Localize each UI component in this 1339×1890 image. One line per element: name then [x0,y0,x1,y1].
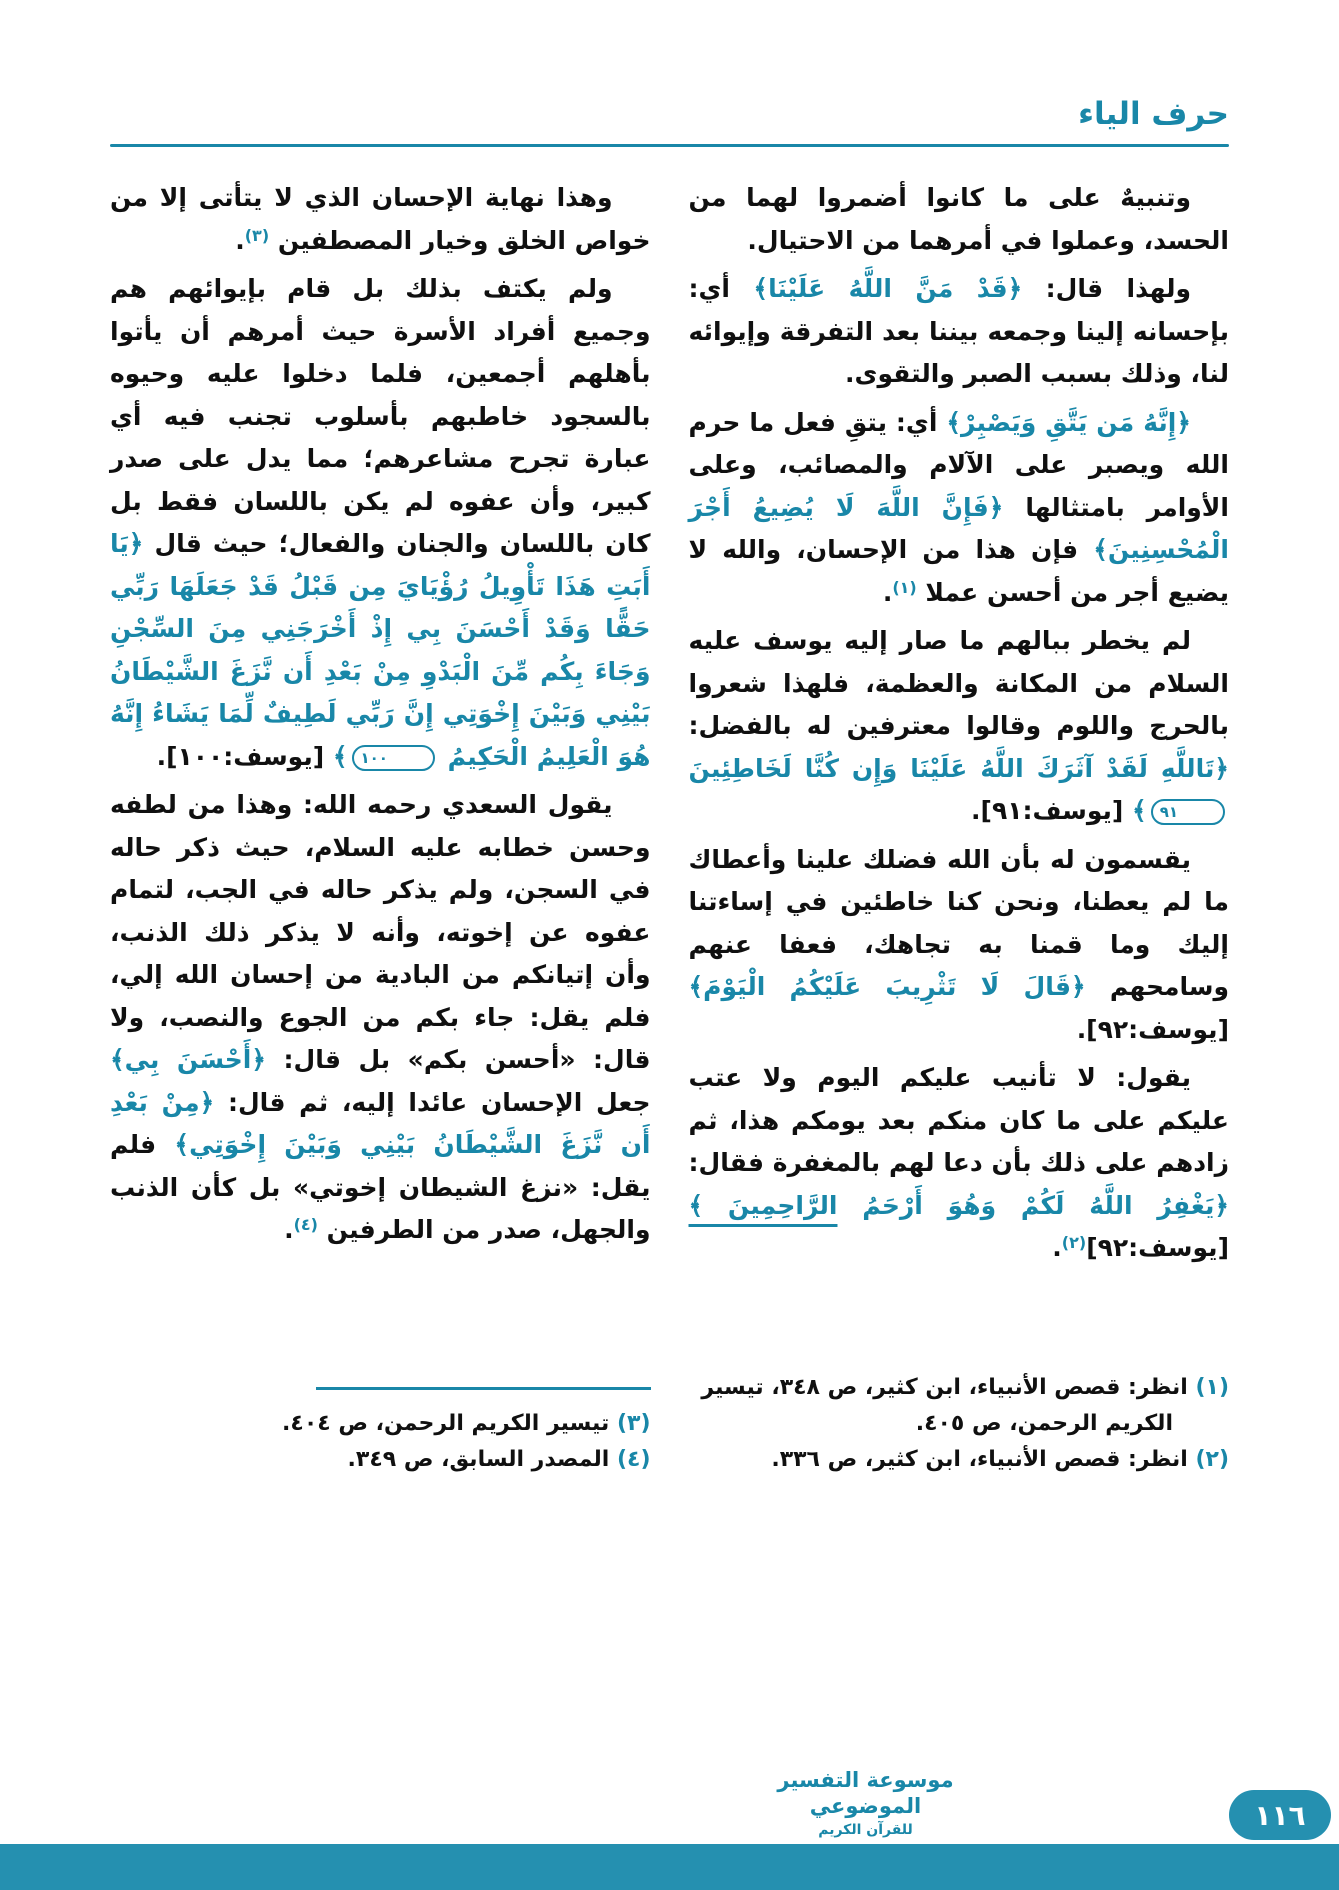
text-run: . [235,225,245,255]
page-number: ١١٦ [1254,1798,1306,1832]
footnote-ref: (٤) [293,1215,318,1235]
paragraph [689,402,1230,615]
ayah-number: ٩١ [1151,799,1225,825]
text-run: أي: بإحسانه إلينا وجمعه بيننا بعد التفرقة وإيوائه لنا، وذلك بسبب الصبر والتقوى. [688,274,1229,389]
text-run: فإن هذا من الإحسان، والله لا يضيع أجر من أحسن عملا [688,535,1229,607]
text-run: المصدر السابق، ص ٣٤٩. [347,1446,610,1472]
quran-quote: ﴿تَاللَّهِ لَقَدْ آثَرَكَ اللَّهُ عَلَيْنَا وَإِن كُنَّا لَخَاطِئِينَ [688,753,1229,783]
text-run: ولهذا قال: [1022,274,1191,304]
paragraph [689,1057,1230,1270]
quran-quote: ﴿فَإِنَّ اللَّهَ لَا يُضِيعُ أَجْرَ الْمُحْسِنِينَ﴾ [688,492,1229,565]
page-header [110,96,1229,147]
quran-quote: الرَّاحِمِينَ ﴾ [688,1190,838,1220]
quran-quote: ﴿قَدْ مَنَّ اللَّهُ عَلَيْنَا﴾ [753,274,1023,304]
footnote [110,1442,651,1478]
paragraph [110,268,651,778]
footnote-ref: (٣) [244,225,270,245]
text-run: فلم يقل: «نزغ الشيطان إخوتي» بل كأن الذنب والجهل، صدر من الطرفين [110,1130,651,1245]
text-run: . [284,1215,294,1245]
chapter-title: حرف الياء [1078,96,1229,132]
column-right [689,177,1230,1477]
footnote-number: (١) [1187,1375,1229,1401]
text-run: وتنبيهٌ على ما كانوا أضمروا لهما من الحسد، وعملوا في أمرهما من الاحتيال. [688,183,1229,255]
quran-quote: ﴿إِنَّهُ مَن يَتَّقِ وَيَصْبِرْ﴾ [946,407,1191,437]
verse-ref: [يوسف:٩١]. [971,796,1133,826]
publisher-logo-subtitle: للقرآن الكريم [818,1822,913,1838]
text-run: تيسير الكريم الرحمن، ص ٤٠٤. [282,1410,610,1436]
column-left [110,177,651,1477]
paragraph [689,268,1230,396]
footnote-rule [316,1387,651,1390]
quran-quote: ﴿مِنْ بَعْدِ أَن نَّزَغَ الشَّيْطَانُ بَيْنِي وَبَيْنَ إِخْوَتِي﴾ [110,1087,651,1160]
paragraph [689,839,1230,1052]
footnote-number: (٢) [1187,1446,1229,1472]
publisher-logo-title: موسوعة التفسير الموضوعي [777,1767,954,1818]
quran-quote: ﴿قَالَ لَا تَثْرِيبَ عَلَيْكُمُ الْيَوْمَ﴾ [688,972,1086,1002]
text-run: يقول السعدي رحمه الله: وهذا من لطفه وحسن خطابه عليه السلام، حيث ذكر حاله في السجن، ولم يذكر حاله في الجب، لتمام عفوه عن إخوته، وأنه لا يذكر ذلك الذنب، وأن إتيانكم من البادية من إحسان الله إلي، فلم يقل: جاء بكم من الجوع والنصب، ولا قال: «أحسن بكم» بل قال: [110,790,651,1075]
quran-quote: ﴾ [332,741,348,771]
verse-ref: [يوسف:٩٢] [1086,1233,1229,1263]
text-run: يقول: لا تأنيب عليكم اليوم ولا عتب عليكم على ما كان منكم بعد يومكم هذا، ثم زادهم على ذلك بأن دعا لهم بالمغفرة فقال: [688,1063,1229,1178]
footnote-number: (٣) [609,1410,651,1436]
footnote [689,1370,1230,1441]
text-run: انظر: قصص الأنبياء، ابن كثير، ص ٣٣٦. [771,1446,1188,1472]
text-run: وهذا نهاية الإحسان الذي لا يتأتى إلا من خواص الخلق وخيار المصطفين [110,183,651,255]
text-run: . [882,577,893,607]
publisher-logo [758,1767,973,1839]
text-run: ولم يكتف بذلك بل قام بإيوائهم هم وجميع أفراد الأسرة حيث أمرهم أن يأتوا بأهلهم أجمعين، فلما دخلوا عليه وحيوه بالسجود خاطبهم بأسلوب تجنب فيه أي عبارة تجرح مشاعرهم؛ مما يدل على صدر كبير، وأن عفوه لم يكن باللسان فقط بل كان باللسان والجنان والفعال؛ حيث قال [110,274,651,559]
paragraph [689,177,1230,262]
text-run: لم يخطر ببالهم ما صار إليه يوسف عليه السلام من المكانة والعظمة، فلهذا شعروا بالحرج واللوم وقالوا معترفين له بالفضل: [688,626,1229,741]
footnote-ref: (٢) [1061,1233,1087,1253]
verse-ref: [يوسف:٩٢]. [1076,1014,1229,1044]
text-run: يقسمون له بأن الله فضلك علينا وأعطاك ما لم يعطنا، ونحن كنا خاطئين في إساءتنا إليك وما قمنا به تجاهك، فعفا عنهم وسامحهم [688,844,1229,1002]
quran-quote: ﴿يَا أَبَتِ هَذَا تَأْوِيلُ رُؤْيَايَ مِن قَبْلُ قَدْ جَعَلَهَا رَبِّي حَقًّا وَقَدْ أَحْسَنَ بِي إِذْ أَخْرَجَنِي مِنَ السِّجْنِ وَجَاءَ بِكُم مِّنَ الْبَدْوِ مِنْ بَعْدِ أَن نَّزَغَ الشَّيْطَانُ بَيْنِي وَبَيْنَ إِخْوَتِي إِنَّ رَبِّي لَطِيفٌ لِّمَا يَشَاءُ إِنَّهُ هُوَ الْعَلِيمُ الْحَكِيمُ [110,529,651,771]
text-run: . [1052,1233,1062,1263]
text-run: جعل الإحسان عائدا إليه، ثم قال: [214,1087,651,1117]
text-run: انظر: قصص الأنبياء، ابن كثير، ص ٣٤٨، تيسير الكريم الرحمن، ص ٤٠٥. [701,1375,1188,1436]
text-columns [110,177,1229,1477]
footer-bar [0,1844,1339,1890]
text-run: أي: يتقِ فعل ما حرم الله ويصبر على الآلام والمصائب، وعلى الأوامر بامتثالها [688,407,1229,522]
footnote [689,1442,1230,1478]
footnotes-left [110,1387,651,1477]
paragraph [110,784,651,1252]
footnote-ref: (١) [892,577,917,597]
footnote-number: (٤) [609,1446,651,1472]
quran-quote: ﴾ [1132,796,1147,826]
verse-ref: [يوسف:١٠٠]. [156,741,333,771]
footnotes-right [689,1370,1230,1477]
paragraph [689,620,1230,833]
ayah-number: ١٠٠ [352,745,435,771]
paragraph [110,177,651,262]
page-number-badge [1229,1790,1331,1840]
quran-quote: ﴿أَحْسَنَ بِي﴾ [110,1045,267,1075]
footnote [110,1406,651,1442]
header-rule [110,144,1229,147]
quran-quote: ﴿يَغْفِرُ اللَّهُ لَكُمْ وَهُوَ أَرْحَمُ [837,1190,1229,1220]
